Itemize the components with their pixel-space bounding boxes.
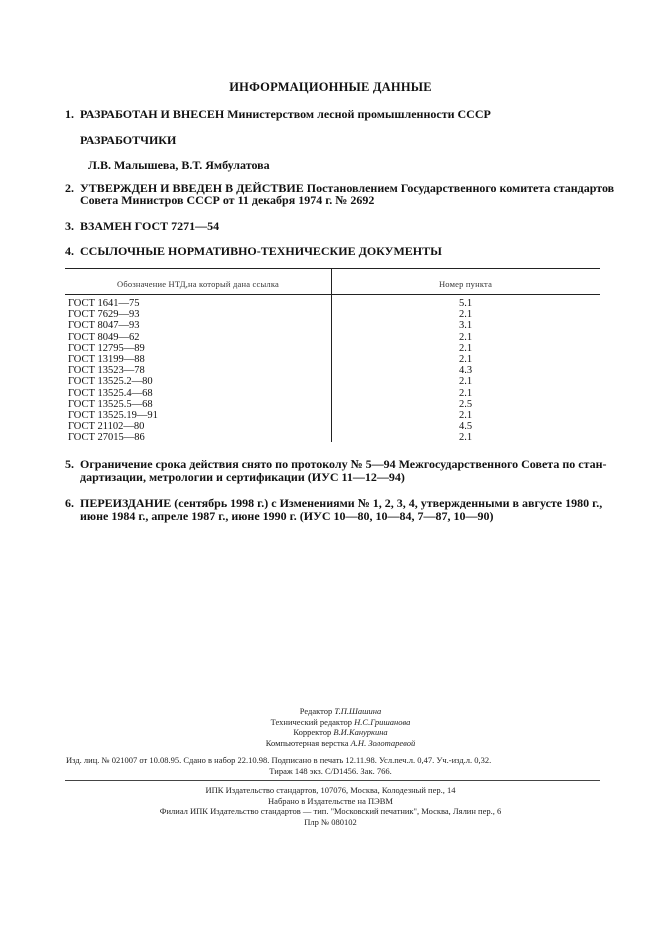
publisher-line: ИПК Издательство стандартов, 107076, Москва, Колодезный пер., 14 — [205, 785, 456, 795]
table-cell: ГОСТ 13525.5—68 — [68, 398, 153, 410]
imprint-corrector: Корректор В.И.Кануркина — [293, 727, 388, 737]
section-number: 5. — [65, 457, 74, 471]
table-cell: ГОСТ 13199—88 — [68, 353, 145, 365]
section-text-line2: июне 1984 г., апреле 1987 г., июне 1990 г. (ИУС 10—80, 10—84, 7—87, 10—90) — [80, 509, 494, 523]
table-cell: 2.1 — [458, 432, 473, 444]
section-number: 6. — [65, 496, 74, 510]
section-number: 1. — [65, 107, 74, 121]
table-column-designation — [68, 298, 328, 443]
table-cell: 2.5 — [458, 398, 473, 410]
developers-names: Л.В. Малышева, В.Т. Ямбулатова — [88, 158, 270, 172]
developers-heading: РАЗРАБОТЧИКИ — [80, 133, 177, 147]
section-6 — [65, 497, 605, 525]
table-cell: ГОСТ 21102—80 — [68, 421, 145, 433]
table-cell: ГОСТ 8049—62 — [68, 331, 140, 343]
table-cell: 2.1 — [458, 409, 473, 421]
table-cell: ГОСТ 12795—89 — [68, 342, 145, 354]
table-cell: ГОСТ 13523—78 — [68, 365, 145, 377]
publisher-line: Филиал ИПК Издательство стандартов — тип. "Московский печатник", Москва, Лялин пер., 6 — [159, 806, 502, 816]
section-text: РАЗРАБОТАН И ВНЕСЕН Министерством лесной промышленности СССР — [80, 107, 491, 121]
imprint-print-line2: Тираж 148 экз. С/D1456. Зак. 766. — [269, 766, 392, 776]
table-cell: ГОСТ 13525.2—80 — [68, 376, 153, 388]
table-cell: 2.1 — [458, 342, 473, 354]
table-top-rule — [65, 268, 600, 269]
table-header-rule — [65, 294, 600, 295]
table-cell: ГОСТ 7629—93 — [68, 309, 140, 321]
table-cell: 2.1 — [458, 309, 473, 321]
section-text-line2: дартизации, метрологии и сертификации (ИУС 11—12—94) — [80, 470, 405, 484]
section-2 — [65, 181, 615, 210]
table-cell: 2.1 — [458, 387, 473, 399]
table-cell: 2.1 — [458, 376, 473, 388]
table-column-clause — [331, 298, 600, 443]
section-5 — [65, 458, 605, 486]
section-text: ВЗАМЕН ГОСТ 7271—54 — [80, 219, 220, 233]
table-cell: 2.1 — [458, 353, 473, 365]
table-cell: 4.3 — [458, 365, 473, 377]
table-cell: 2.1 — [458, 331, 473, 343]
table-cell: ГОСТ 13525.4—68 — [68, 387, 153, 399]
table-cell: ГОСТ 8047—93 — [68, 320, 140, 332]
table-header-clause: Номер пункта — [438, 279, 493, 289]
imprint-editor: Редактор Т.П.Шашина — [299, 706, 382, 716]
section-text-line1: Ограничение срока действия снято по протоколу № 5—94 Межгосударственного Совета по стан- — [80, 457, 607, 471]
section-number: 4. — [65, 244, 74, 258]
section-number: 3. — [65, 219, 74, 233]
page-title: ИНФОРМАЦИОННЫЕ ДАННЫЕ — [229, 80, 432, 94]
table-cell: 5.1 — [458, 298, 473, 309]
table-cell: ГОСТ 1641—75 — [68, 298, 140, 309]
imprint-divider — [65, 780, 600, 781]
table-cell: 4.5 — [458, 421, 473, 433]
section-text-line1: ПЕРЕИЗДАНИЕ (сентябрь 1998 г.) с Изменениями № 1, 2, 3, 4, утвержденными в августе 1980 г., — [80, 496, 603, 510]
imprint-staff — [0, 706, 661, 748]
imprint-tech-editor: Технический редактор Н.С.Гришанова — [270, 716, 411, 727]
table-header-designation: Обозначение НТД,на который дана ссылка — [117, 279, 279, 289]
table-cell: ГОСТ 27015—86 — [68, 432, 145, 444]
section-text-line2: Совета Министров СССР от 11 декабря 1974 г. № 2692 — [80, 193, 375, 207]
table-cell: ГОСТ 13525.19—91 — [68, 409, 158, 421]
table-cell: 3.1 — [458, 320, 473, 332]
publisher-line: Набрано в Издательстве на ПЭВМ — [268, 795, 393, 806]
publisher-line: Плр № 080102 — [304, 816, 357, 827]
imprint-print-line1: Изд. лиц. № 021007 от 10.08.95. Сдано в набор 22.10.98. Подписано в печать 12.11.98. Усл.печ.л. 0,47. Уч.-изд.л. 0,32. — [66, 755, 492, 765]
imprint-layout: Компьютерная верстка А.Н. Золотаревой — [265, 737, 416, 748]
section-text: ССЫЛОЧНЫЕ НОРМАТИВНО-ТЕХНИЧЕСКИЕ ДОКУМЕНТЫ — [80, 244, 442, 258]
imprint-publisher — [0, 785, 661, 827]
section-number: 2. — [65, 181, 74, 195]
section-text-line1: УТВЕРЖДЕН И ВВЕДЕН В ДЕЙСТВИЕ Постановлением Государственного комитета стандартов — [80, 181, 615, 195]
